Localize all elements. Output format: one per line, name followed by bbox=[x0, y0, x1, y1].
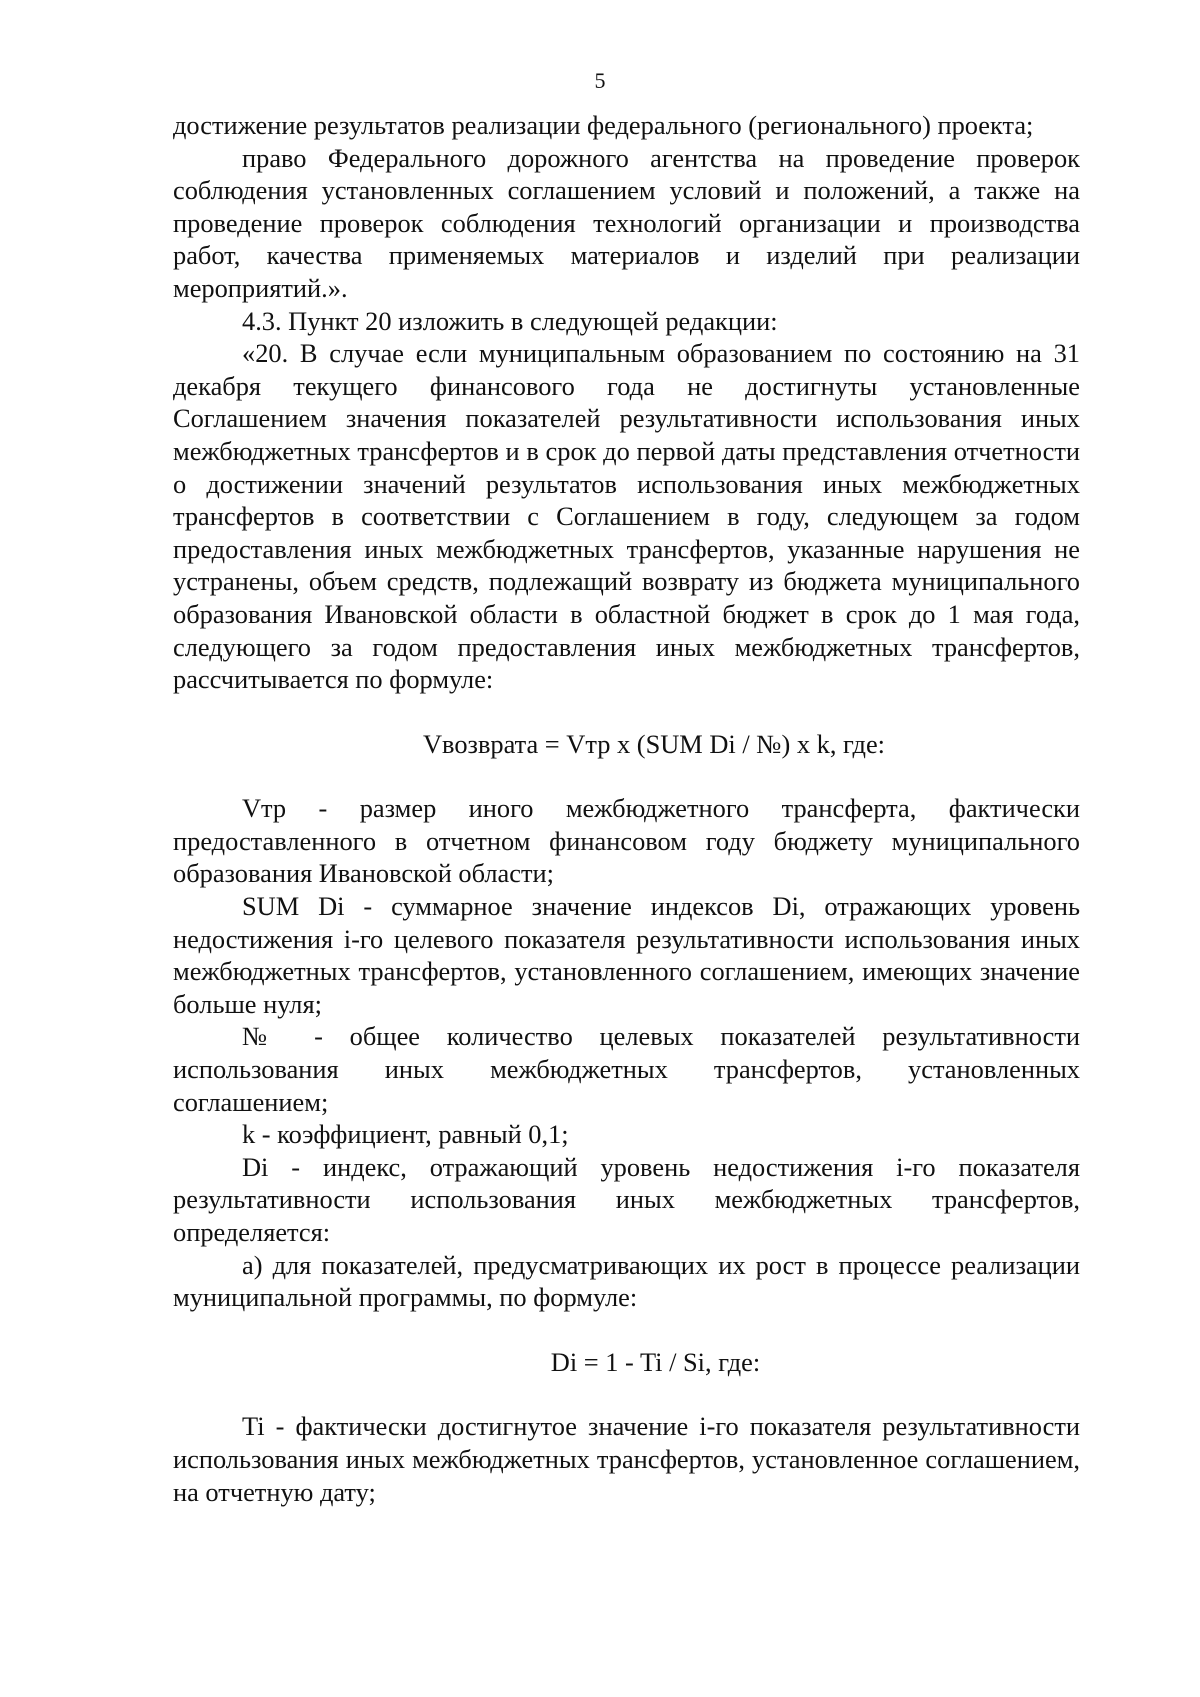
formula-refund-volume: Vвозврата = Vтр x (SUM Di / №) x k, где: bbox=[422, 728, 886, 759]
definition-number: № - общее количество целевых показателей результативности использования иных межбюджетных трансфертов, установленных соглашением; bbox=[173, 1021, 1080, 1117]
page-number: 5 bbox=[594, 68, 606, 93]
paragraph-item-4-3: 4.3. Пункт 20 изложить в следующей редакции: bbox=[242, 305, 778, 336]
definition-di: Di - индекс, отражающий уровень недостижения i-го показателя результативности использования иных межбюджетных трансфертов, определяется: bbox=[173, 1151, 1080, 1247]
paragraph-item-20: «20. В случае если муниципальным образованием по состоянию на 31 декабря текущего финансового года не достигнуты установленные Соглашением значения показателей результативности использования иных межбюджетных трансфертов и в срок до первой даты представления отчетности о достижении значений результатов использования иных межбюджетных трансфертов в соответствии с Соглашением в году, следующем за годом предоставления иных межбюджетных трансфертов, указанные нарушения не устранены, объем средств, подлежащий возврату из бюджета муниципального образования Ивановской области в областной бюджет в срок до 1 мая года, следующего за годом предоставления иных межбюджетных трансфертов, рассчитывается по формуле: bbox=[173, 338, 1080, 695]
paragraph-inspection-rights: право Федерального дорожного агентства на проведение проверок соблюдения установленных соглашением условий и положений, а также на проведение проверок соблюдения технологий организации и производства работ, качества применяемых материалов и изделий при реализации мероприятий.». bbox=[173, 142, 1080, 303]
paragraph-project-results: достижение результатов реализации федерального (регионального) проекта; bbox=[173, 110, 1034, 140]
definition-sum-di: SUM Di - суммарное значение индексов Di, отражающих уровень недостижения i-го целевого показателя результативности использования иных межбюджетных трансфертов, установленного соглашением, имеющих значение больше нуля; bbox=[173, 891, 1080, 1019]
definition-k: k - коэффициент, равный 0,1; bbox=[242, 1119, 569, 1150]
document-body bbox=[173, 109, 1080, 1508]
formula-di: Di = 1 - Ti / Si, где: bbox=[550, 1346, 761, 1377]
definition-ti: Ti - фактически достигнутое значение i-го показателя результативности использования иных межбюджетных трансфертов, установленное соглашением, на отчетную дату; bbox=[173, 1411, 1080, 1507]
paragraph-growth-indicators: а) для показателей, предусматривающих их рост в процессе реализации муниципальной программы, по формуле: bbox=[173, 1249, 1080, 1313]
definition-vtr: Vтр - размер иного межбюджетного трансферта, фактически предоставленного в отчетном финансовом году бюджету муниципального образования Ивановской области; bbox=[173, 793, 1080, 889]
